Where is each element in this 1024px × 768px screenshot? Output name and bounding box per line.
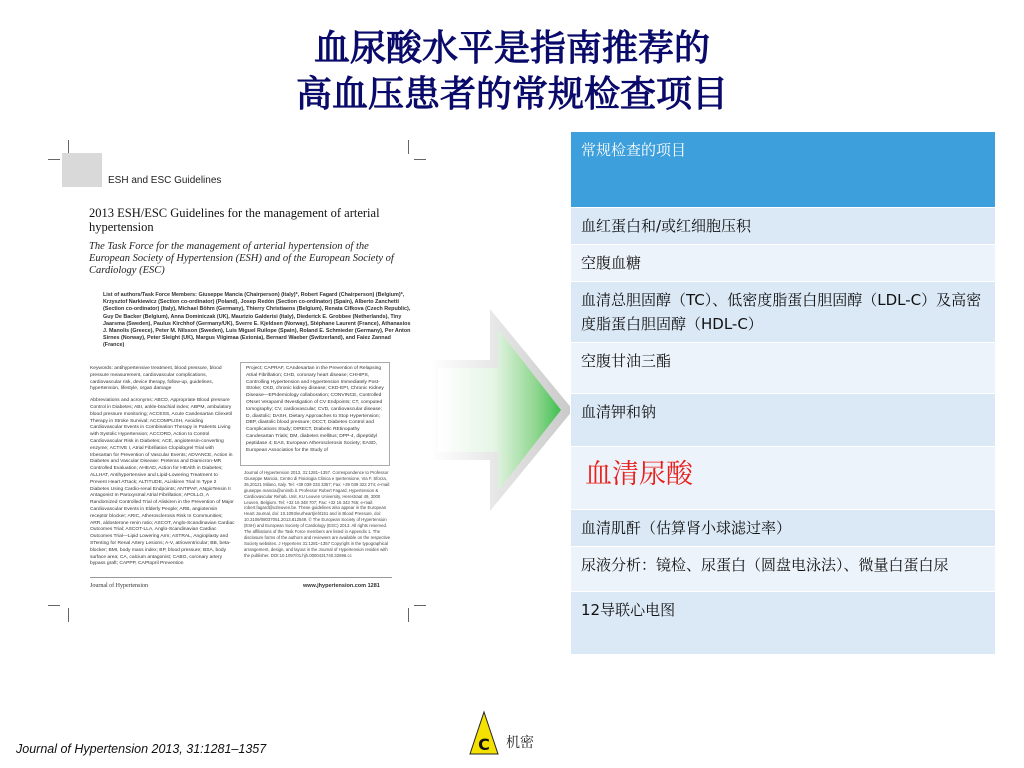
table-cell: 空腹甘油三酯 — [571, 343, 996, 394]
paper-abbreviation-box: Project; CAPRAF, CAndesartan in the Prevention of Relapsing Atrial Fibrillation; CHD, coronary heart disease; CHHIPS, Controlling Hypertension and Hypertension Immediately Post-Stroke; CKD, chronic kidney disease; CKD-EPI, Chronic Kidney Disease—EPIdemiology collaboration; CONVINCE, Controlled ONset Verapamil INvestigation of CV Endpoints; CT, computed tomography; CV, cardiovascular; CVD, cardiovascular disease; D, diastolic; DASH, Dietary Approaches to Stop Hypertension; DBP, diastolic blood pressure; DCCT, Diabetes Control and Complications Study; DIRECT, DIabetic REtinopathy Candesartan Trials; DM, diabetes mellitus; DPP-4, dipeptidyl peptidase 4; EAS, European Atherosclerosis Society; EASD, European Association for the Study of — [240, 362, 390, 466]
table-row — [571, 245, 996, 282]
table-cell: 空腹血糖 — [571, 245, 996, 282]
table-row — [571, 547, 996, 592]
svg-text:C: C — [478, 735, 490, 754]
paper-subtitle: The Task Force for the management of arterial hypertension of the European Society of Hypertension (ESH) and of the European Society of Cardiology (ESC) — [89, 241, 394, 276]
paper-abbreviations: Abbreviations and acronyms: ABCD, Appropriate Blood pressure Control in Diabetes; ABI, ankle-brachial index; ABPM, ambulatory blood pressure monitoring; ACCESS, Acute Candesartan Cilexetil Therapy in Stroke Survival; ACCOMPLISH, Avoiding Cardiovascular Events in Combination Therapy in Patients Living with Systolic Hypertension; ACCORD, Action to Control Cardiovascular Risk in Diabetes; ACE, angiotensin-converting enzyme; ACTIVE I, Atrial Fibrillation Clopidogrel Trial with Irbesartan for Prevention of Vascular Events; ADVANCE, Action in Diabetes and Vascular Disease: Preterax and Diamicron-MR Controlled Evaluation; AHEAD, Action for HEAlth in Diabetes; ALLHAT, Antihypertensive and Lipid-Lowering Treatment to Prevent Heart ATtack; ALTITUDE, ALiskiren Trial In Type 2 Diabetes Using Cardio-renal Endpoints; ANTIPAF, ANgioTensin II Antagonist In Paroxysmal Atrial Fibrillation; APOLLO, A Randomized Controlled Trial of Aliskiren in the Prevention of Major Cardiovascular Events in Elderly People; ARB, angiotensin receptor blocker; ARIC, Atherosclerosis Risk In Communities; ARR, aldosterone renin ratio; ASCOT, Anglo-Scandinavian Cardiac Outcomes Trial; ASCOT-LLA, Anglo-Scandinavian Cardiac Outcomes Trial—Lipid Lowering Arm; ASTRAL, Angioplasty and STenting for Renal Artery Lesions; A-V, atrioventricular; BB, beta-blocker; BMI, body mass index; BP, blood pressure; BSA, body surface area; CA, calcium antagonist; CABG, coronary artery bypass graft; CAPPP, CAPtopril Prevention — [90, 398, 235, 567]
paper-footer-page: www.jhypertension.com 1281 — [303, 583, 380, 589]
table-header-row — [571, 132, 996, 208]
table-cell: 尿液分析：镜检、尿蛋白（圆盘电泳法）、微量白蛋白尿 — [571, 547, 996, 592]
crop-mark — [414, 159, 426, 160]
confidential-label: 机密 — [506, 735, 534, 751]
paper-left-column — [90, 366, 235, 568]
crop-mark — [68, 140, 69, 154]
table-row — [571, 208, 996, 245]
crop-mark — [408, 608, 409, 622]
paper-title: 2013 ESH/ESC Guidelines for the management of arterial hypertension — [89, 206, 380, 234]
routine-exam-table — [570, 131, 996, 655]
paper-footer-rule — [90, 577, 392, 578]
paper-header: ESH and ESC Guidelines — [108, 175, 222, 186]
table-cell: 血清总胆固醇（TC）、低密度脂蛋白胆固醇（LDL-C）及高密度脂蛋白胆固醇（HDL-C） — [571, 282, 996, 343]
table-cell: 血红蛋白和/或红细胞压积 — [571, 208, 996, 245]
table-row — [571, 343, 996, 394]
table-row — [571, 394, 996, 447]
table-row — [571, 510, 996, 547]
table-header-cell: 常规检查的项目 — [571, 132, 996, 208]
slide-title-line-1: 血尿酸水平是指南推荐的 — [313, 28, 710, 69]
slide-title-line-2: 高血压患者的常规检查项目 — [295, 74, 728, 115]
crop-mark — [414, 605, 426, 606]
table-cell: 12导联心电图 — [571, 592, 996, 655]
journal-citation: Journal of Hypertension 2013, 31:1281–1357 — [16, 742, 267, 756]
table-cell: 血清肌酐（估算肾小球滤过率） — [571, 510, 996, 547]
paper-authors: List of authors/Task Force Members: Giuseppe Mancia (Chairperson) (Italy)*, Robert Fagard (Chairperson) (Belgium)*, Krzysztof Narkiewicz (Section co-ordinator) (Poland), Josep Redón (Section co-ordinator) (Spain), Alberto Zanchetti (Section co-ordinator) (Italy), Michael Böhm (Germany), Thierry Christiaens (Belgium), Renata Cifkova (Czech Republic), Guy De Backer (Belgium), Anna Dominiczak (UK), Maurizio Galderisi (Italy), Diederick E. Grobbee (Netherlands), Tiny Jaarsma (Sweden), Paulus Kirchhof (Germany/UK), Sverre E. Kjeldsen (Norway), Stéphane Laurent (France), Athanasios J. Manolis (Greece), Peter M. Nilsson (Sweden), Luis Miguel Ruilope (Spain), Roland E. Schmieder (Germany), Per Anton Sirnes (Norway), Peter Sleight (UK), Margus Viigimaa (Estonia), Bernard Waeber (Switzerland), and Faiez Zannad (France) — [103, 292, 411, 349]
table-cell: 血清钾和钠 — [571, 394, 996, 447]
right-arrow-icon — [428, 305, 578, 515]
table-row-highlight — [571, 447, 996, 510]
table-row — [571, 592, 996, 655]
crop-mark — [68, 608, 69, 622]
crop-mark — [48, 159, 60, 160]
paper-grey-tab — [62, 153, 102, 187]
slide-title — [0, 26, 1024, 118]
paper-footer-journal: Journal of Hypertension — [90, 583, 148, 589]
crop-mark — [408, 140, 409, 154]
guideline-paper-page — [48, 130, 438, 635]
table-cell-uric-acid: 血清尿酸 — [571, 447, 996, 510]
paper-keywords: Keywords: antihypertensive treatment, blood pressure, blood pressure measurement, cardiovascular complications, cardiovascular risk, device therapy, follow-up, guidelines, hypertension, lifestyle, organ damage — [90, 366, 222, 392]
paper-correspondence-notes: Journal of Hypertension 2013, 31:1281–1357. Correspondence to Professor Giuseppe Mancia, Centro di Fisiologia Clinica e Ipertensione, Via F. Sforza, 35,20121 Milano, Italy. Tel: +39 039 233 3357; Fax: +39 039 322 274; e-mail: giuseppe.mancia@unimib.it. Professor Robert Fagard, Hypertension & Cardiovascular Rehab. Unit, KU Leuven University, Herestraat 49, 3000 Leuven, Belgium. Tel: +32 16 348 707; Fax: +32 16 343 766; e-mail: robert.fagard@uzleuven.be. These guidelines also appear in the European Heart Journal, doi: 10.1093/eurheartj/eht151 and in Blood Pressure, doi: 10.3109/08037051.2013.812549. © The European Society of Hypertension (ESH) and European Society of Cardiology (ESC) 2013. All rights reserved. The affiliations of the Task Force members are listed in Appendix 1. The disclosure forms of the authors and reviewers are available on the respective Society websites. J Hypertens 31:1281–1357 Copyright in the typographical arrangement, design, and layout in the Journal of Hypertension resides with the publisher. DOI:10.1097/01.hjh.0000431740.32696.cc — [244, 470, 391, 558]
table-row — [571, 282, 996, 343]
crop-mark — [48, 605, 60, 606]
